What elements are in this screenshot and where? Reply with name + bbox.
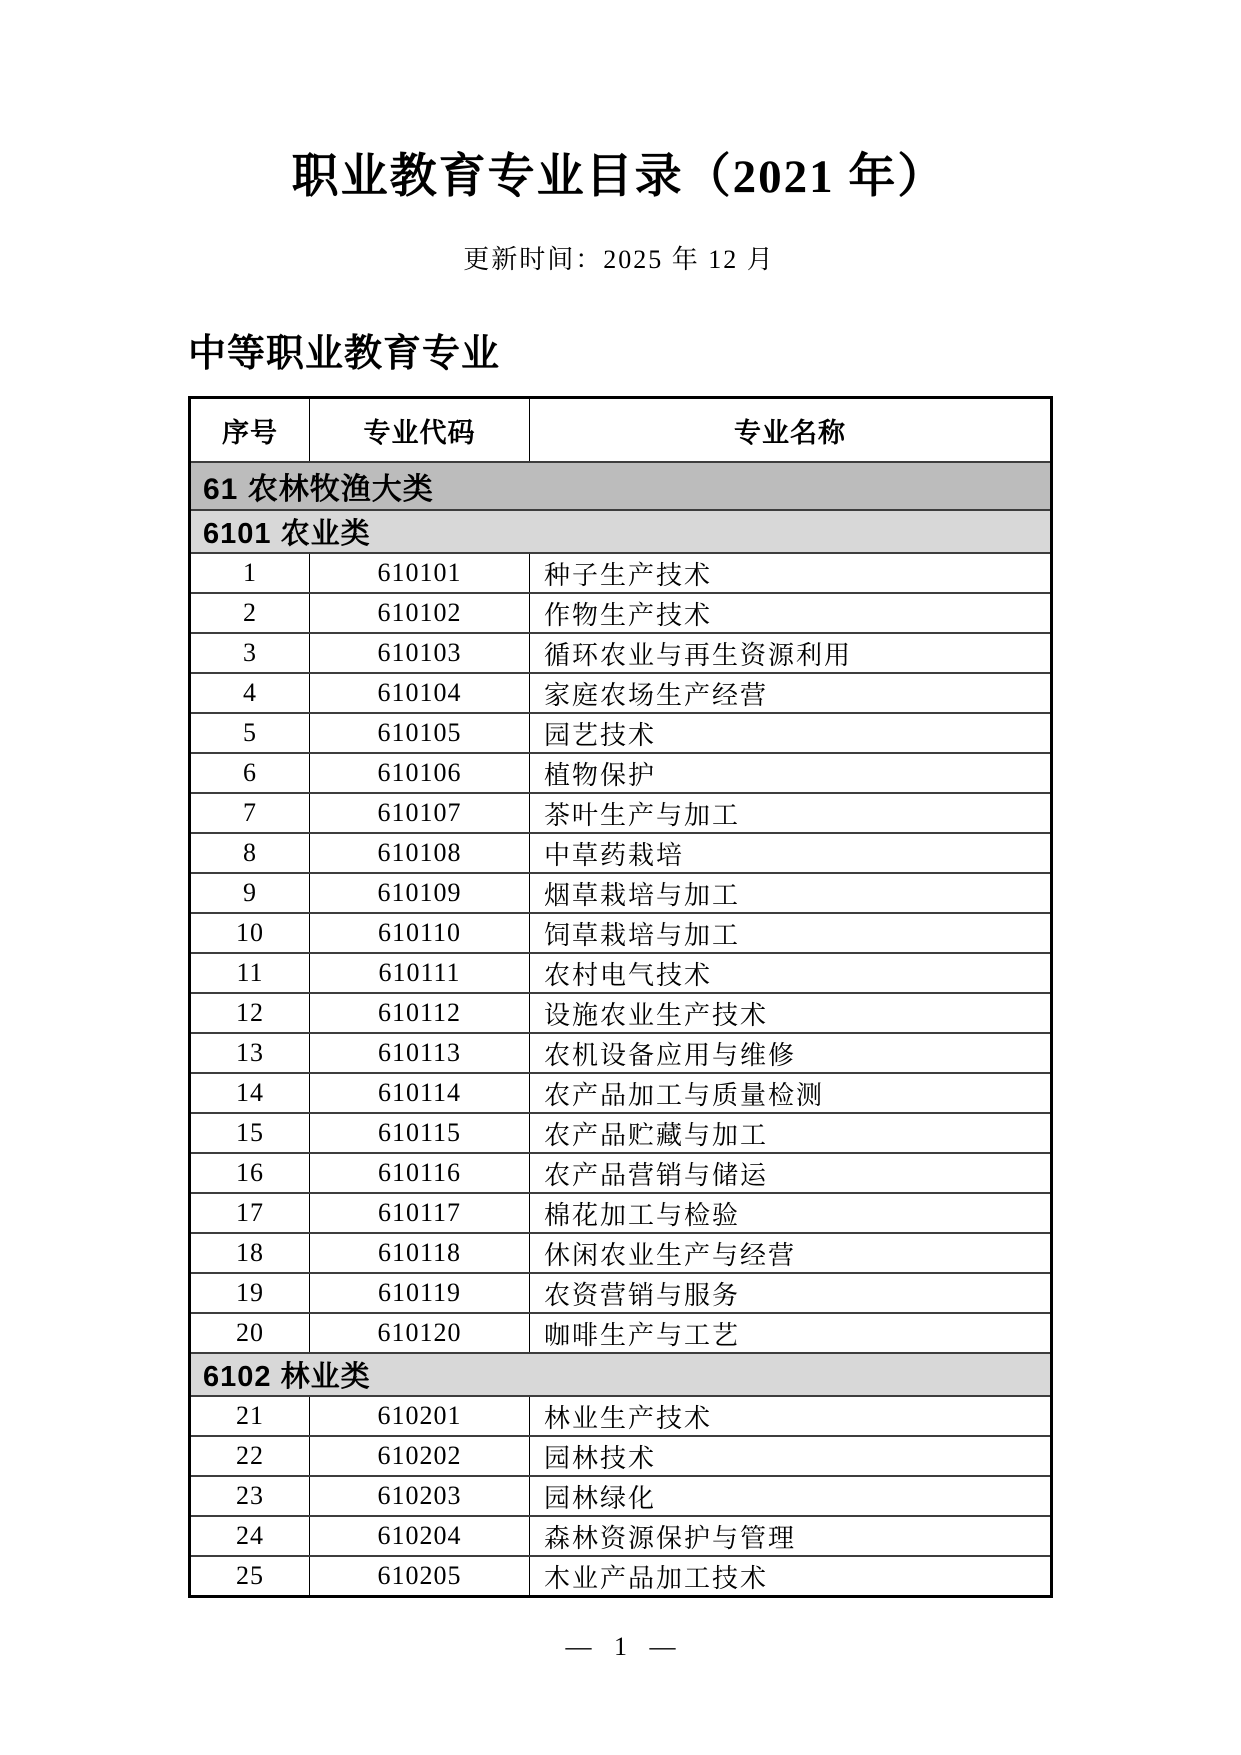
major-code-cell: 610110	[310, 913, 530, 953]
table-row	[190, 673, 1052, 713]
document-title: 职业教育专业目录（2021 年）	[291, 151, 947, 203]
table-row	[190, 1153, 1052, 1193]
row-number-cell: 15	[190, 1113, 310, 1153]
row-number-cell: 18	[190, 1233, 310, 1273]
row-number-cell: 13	[190, 1033, 310, 1073]
row-number-cell: 20	[190, 1313, 310, 1353]
subcategory-row	[190, 510, 1052, 553]
table-row	[190, 1396, 1052, 1436]
table-row	[190, 873, 1052, 913]
table-row	[190, 1233, 1052, 1273]
row-number-cell: 10	[190, 913, 310, 953]
major-code-cell: 610204	[310, 1516, 530, 1556]
table-row	[190, 1193, 1052, 1233]
major-code-cell: 610106	[310, 753, 530, 793]
row-number-cell: 2	[190, 593, 310, 633]
row-number-cell: 19	[190, 1273, 310, 1313]
major-name-cell: 饲草栽培与加工	[530, 913, 1052, 953]
major-code-cell: 610119	[310, 1273, 530, 1313]
major-code-cell: 610203	[310, 1476, 530, 1516]
major-code-cell: 610116	[310, 1153, 530, 1193]
major-code-cell: 610117	[310, 1193, 530, 1233]
row-number-cell: 24	[190, 1516, 310, 1556]
table-row	[190, 833, 1052, 873]
major-code-cell: 610111	[310, 953, 530, 993]
row-number-cell: 23	[190, 1476, 310, 1516]
table-row	[190, 713, 1052, 753]
table-row	[190, 1273, 1052, 1313]
row-number-cell: 25	[190, 1556, 310, 1596]
table-row	[190, 913, 1052, 953]
row-number-cell: 9	[190, 873, 310, 913]
table-row	[190, 793, 1052, 833]
major-code-cell: 610105	[310, 713, 530, 753]
category-label: 61 农林牧渔大类	[190, 462, 1052, 510]
row-number-cell: 8	[190, 833, 310, 873]
page-number: — 1 —	[565, 1632, 676, 1661]
table-row	[190, 593, 1052, 633]
table-row	[190, 553, 1052, 593]
major-name-cell: 茶叶生产与加工	[530, 793, 1052, 833]
major-name-cell: 农产品营销与储运	[530, 1153, 1052, 1193]
column-header-serial-number: 序号	[190, 397, 310, 462]
major-name-cell: 农产品加工与质量检测	[530, 1073, 1052, 1113]
major-code-cell: 610113	[310, 1033, 530, 1073]
major-code-cell: 610107	[310, 793, 530, 833]
major-name-cell: 种子生产技术	[530, 553, 1052, 593]
table-row	[190, 1033, 1052, 1073]
section-heading: 中等职业教育专业	[188, 332, 501, 375]
major-name-cell: 休闲农业生产与经营	[530, 1233, 1052, 1273]
column-header-major-code: 专业代码	[310, 397, 530, 462]
table-row	[190, 953, 1052, 993]
major-code-cell: 610118	[310, 1233, 530, 1273]
subcategory-row	[190, 1353, 1052, 1396]
row-number-cell: 21	[190, 1396, 310, 1436]
major-name-cell: 中草药栽培	[530, 833, 1052, 873]
table-header-row	[190, 397, 1052, 462]
major-code-cell: 610108	[310, 833, 530, 873]
row-number-cell: 5	[190, 713, 310, 753]
major-code-cell: 610101	[310, 553, 530, 593]
major-name-cell: 设施农业生产技术	[530, 993, 1052, 1033]
row-number-cell: 3	[190, 633, 310, 673]
row-number-cell: 11	[190, 953, 310, 993]
subcategory-label: 6101 农业类	[190, 510, 1052, 553]
major-code-cell: 610120	[310, 1313, 530, 1353]
major-code-cell: 610104	[310, 673, 530, 713]
major-name-cell: 烟草栽培与加工	[530, 873, 1052, 913]
major-code-cell: 610109	[310, 873, 530, 913]
row-number-cell: 6	[190, 753, 310, 793]
table-row	[190, 1073, 1052, 1113]
row-number-cell: 17	[190, 1193, 310, 1233]
page-content	[188, 0, 1050, 1598]
table-row	[190, 1113, 1052, 1153]
major-name-cell: 园林技术	[530, 1436, 1052, 1476]
category-row	[190, 462, 1052, 510]
table-row	[190, 753, 1052, 793]
major-code-cell: 610201	[310, 1396, 530, 1436]
row-number-cell: 14	[190, 1073, 310, 1113]
major-name-cell: 木业产品加工技术	[530, 1556, 1052, 1596]
row-number-cell: 4	[190, 673, 310, 713]
table-row	[190, 1313, 1052, 1353]
table-body	[190, 462, 1052, 1596]
row-number-cell: 7	[190, 793, 310, 833]
major-name-cell: 咖啡生产与工艺	[530, 1313, 1052, 1353]
row-number-cell: 22	[190, 1436, 310, 1476]
table-row	[190, 633, 1052, 673]
major-name-cell: 农产品贮藏与加工	[530, 1113, 1052, 1153]
major-name-cell: 棉花加工与检验	[530, 1193, 1052, 1233]
majors-catalog-table	[188, 396, 1053, 1598]
subcategory-label: 6102 林业类	[190, 1353, 1052, 1396]
major-code-cell: 610114	[310, 1073, 530, 1113]
major-code-cell: 610202	[310, 1436, 530, 1476]
row-number-cell: 16	[190, 1153, 310, 1193]
major-name-cell: 森林资源保护与管理	[530, 1516, 1052, 1556]
table-row	[190, 1556, 1052, 1596]
major-name-cell: 园艺技术	[530, 713, 1052, 753]
major-code-cell: 610115	[310, 1113, 530, 1153]
table-row	[190, 993, 1052, 1033]
major-code-cell: 610205	[310, 1556, 530, 1596]
major-name-cell: 循环农业与再生资源利用	[530, 633, 1052, 673]
table-row	[190, 1516, 1052, 1556]
table-row	[190, 1476, 1052, 1516]
major-code-cell: 610103	[310, 633, 530, 673]
major-name-cell: 林业生产技术	[530, 1396, 1052, 1436]
major-name-cell: 家庭农场生产经营	[530, 673, 1052, 713]
row-number-cell: 12	[190, 993, 310, 1033]
major-code-cell: 610112	[310, 993, 530, 1033]
update-time-line: 更新时间：2025 年 12 月	[463, 244, 775, 274]
major-name-cell: 农资营销与服务	[530, 1273, 1052, 1313]
major-name-cell: 园林绿化	[530, 1476, 1052, 1516]
major-name-cell: 植物保护	[530, 753, 1052, 793]
column-header-major-name: 专业名称	[530, 397, 1052, 462]
row-number-cell: 1	[190, 553, 310, 593]
major-name-cell: 农机设备应用与维修	[530, 1033, 1052, 1073]
major-code-cell: 610102	[310, 593, 530, 633]
major-name-cell: 农村电气技术	[530, 953, 1052, 993]
table-row	[190, 1436, 1052, 1476]
major-name-cell: 作物生产技术	[530, 593, 1052, 633]
